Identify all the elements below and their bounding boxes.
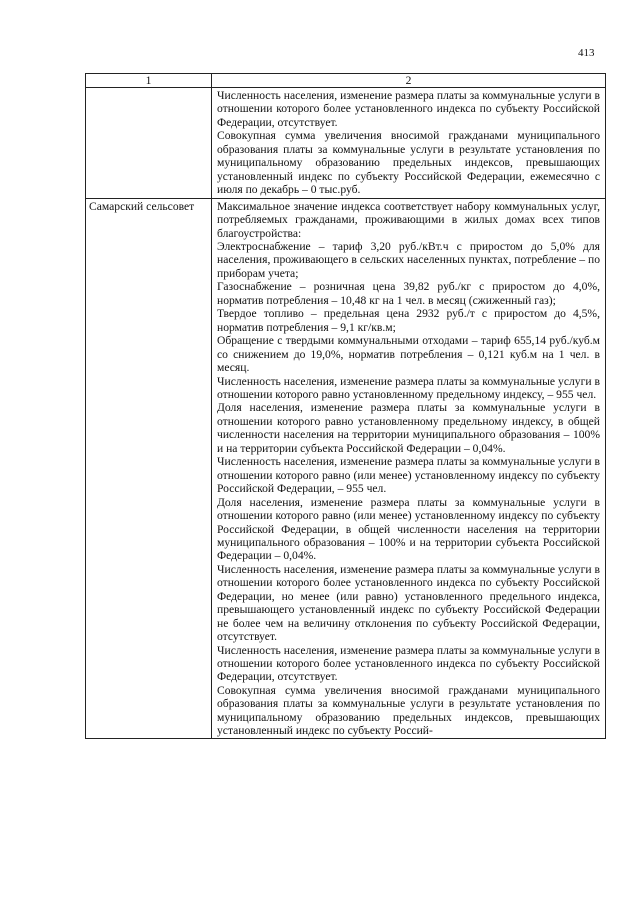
document-table (85, 73, 606, 739)
paragraph: Численность населения, изменение размера платы за коммунальные услуги в отношении которого более установленного индекса по субъекту Российской Федерации, отсутствует. (217, 89, 600, 129)
paragraph: Совокупная сумма увеличения вносимой гражданами муниципального образования платы за коммунальные услуги в результате установления по муниципальному образованию предельных индексов, превышающих установленный индекс по субъекту Россий- (217, 683, 600, 738)
page-number: 413 (578, 47, 595, 59)
row-text-cell (212, 88, 606, 199)
paragraph: Твердое топливо – предельная цена 2932 руб./т с приростом до 4,5%, норматив потребления – 9,1 кг/кв.м; (217, 307, 600, 334)
paragraph: Доля населения, изменение размера платы за коммунальные услуги в отношении которого равно (или менее) установленному индексу по субъекту Российской Федерации, в общей численности населения на территории муниципального образования – 100% и на территории субъекта Российской Федерации – 0,04%. (217, 495, 600, 563)
row-name-cell (86, 88, 212, 199)
header-cell-1: 1 (86, 74, 212, 88)
paragraph: Максимальное значение индекса соответствует набору коммунальных услуг, потребляемых гражданами, проживающими в жилых домах всех типов благоустройства: (217, 199, 600, 240)
paragraph: Численность населения, изменение размера платы за коммунальные услуги в отношении которого равно (или менее) установленному индексу по субъекту Российской Федерации, – 955 чел. (217, 455, 600, 496)
header-cell-2: 2 (212, 74, 606, 88)
table-row (86, 198, 606, 738)
paragraph: Совокупная сумма увеличения вносимой гражданами муниципального образования платы за коммунальные услуги в результате установления по муниципальному образованию предельных индексов, превышающих установленный индекс по субъекту Российской Федерации, ежемесячно с июля по декабрь – 0 тыс.руб. (217, 129, 600, 197)
paragraph: Доля населения, изменение размера платы за коммунальные услуги в отношении которого равно установленному предельному индексу, в общей численности населения на территории муниципального образования – 100% и на территории субъекта Российской Федерации – 0,04%. (217, 401, 600, 455)
paragraph: Газоснабжение – розничная цена 39,82 руб./кг с приростом до 4,0%, норматив потребления – 10,48 кг на 1 чел. в месяц (сжиженный газ); (217, 280, 600, 307)
table-row (86, 88, 606, 199)
paragraph: Численность населения, изменение размера платы за коммунальные услуги в отношении которого более установленного индекса по субъекту Российской Федерации, но менее (или равно) установленного предельного индекса, превышающего установленный индекс по субъекту Российской Федерации не более чем на величину отклонения по субъекту Российской Федерации, отсутствует. (217, 562, 600, 644)
paragraph: Численность населения, изменение размера платы за коммунальные услуги в отношении которого равно установленному предельному индексу, – 955 чел. (217, 374, 600, 401)
paragraph: Численность населения, изменение размера платы за коммунальные услуги в отношении которого более установленного индекса по субъекту Российской Федерации, отсутствует. (217, 643, 600, 684)
paragraph: Обращение с твердыми коммунальными отходами – тариф 655,14 руб./куб.м со снижением до 19,0%, норматив потребления – 0,121 куб.м на 1 чел. в месяц. (217, 334, 600, 375)
table-header-row (86, 74, 606, 88)
row-text-cell (212, 198, 606, 738)
row-name-cell: Самарский сельсовет (86, 198, 212, 738)
paragraph: Электроснабжение – тариф 3,20 руб./кВт.ч с приростом до 5,0% для населения, проживающего в сельских населенных пунктах, потребление – по приборам учета; (217, 239, 600, 280)
